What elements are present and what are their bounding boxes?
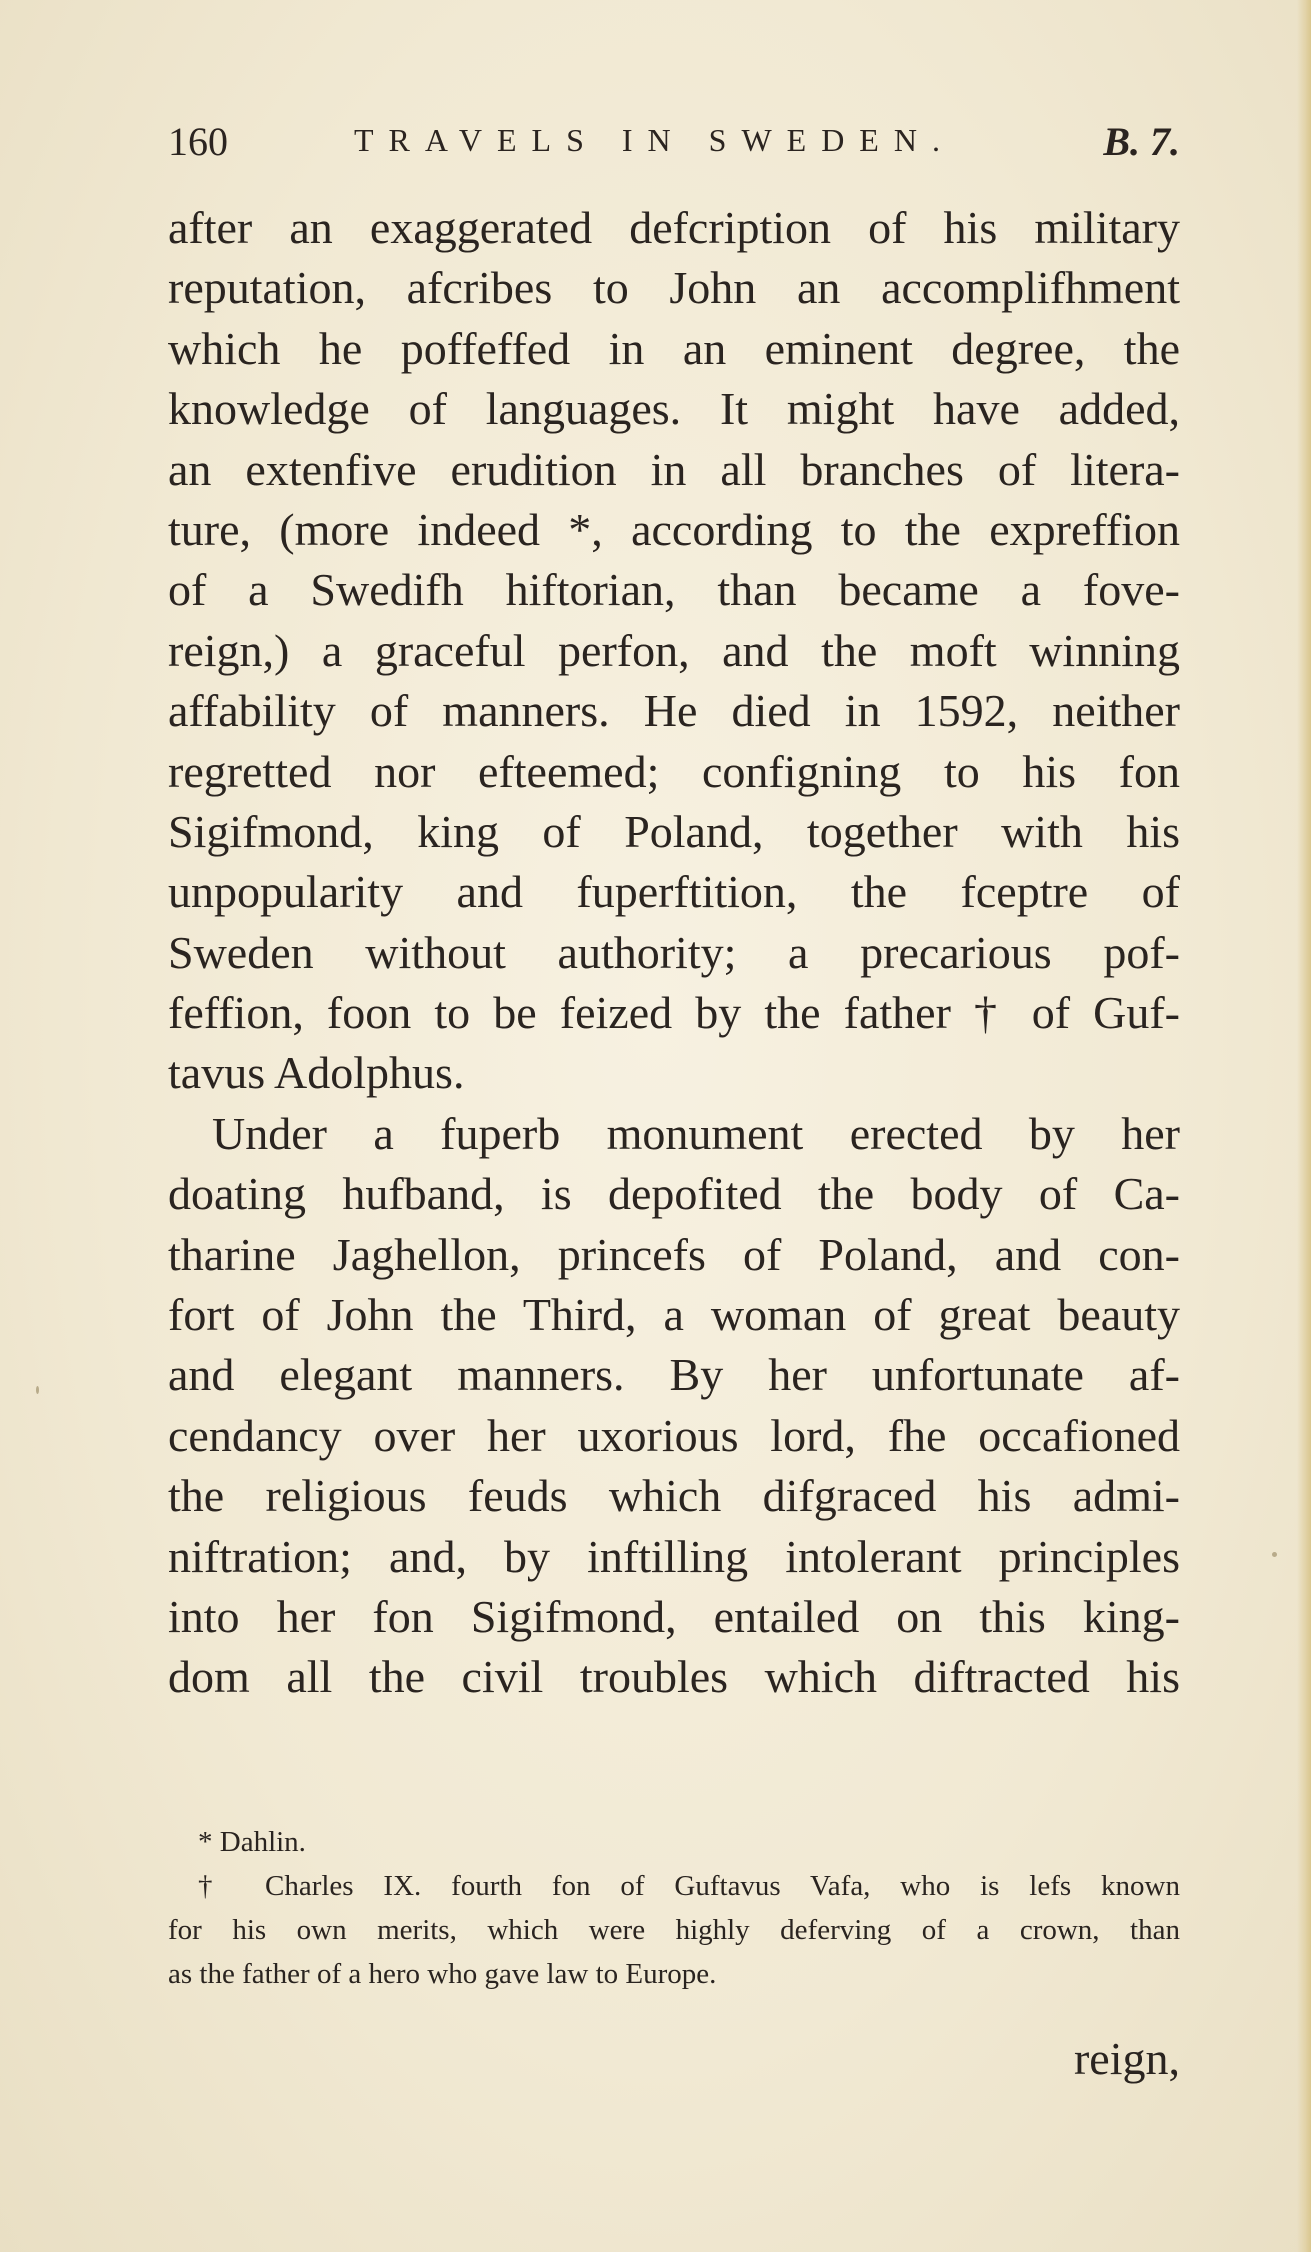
footnote-line: as the father of a hero who gave law to Europe. xyxy=(168,1958,717,1990)
running-head: TRAVELS IN SWEDEN. xyxy=(354,122,955,158)
text-line: doating hufband, is depofited the body of Ca- xyxy=(168,1168,1180,1220)
text-line: knowledge of languages. It might have added, xyxy=(168,383,1180,435)
text-line: after an exaggerated defcription of his military xyxy=(168,202,1180,253)
footnote-line: for his own merits, which were highly deferving of a crown, than xyxy=(168,1914,1180,1946)
text-line: ture, (more indeed *, according to the expreffion xyxy=(168,503,1180,555)
text-line: into her fon Sigifmond, entailed on this king- xyxy=(168,1590,1180,1642)
paper-speck xyxy=(1272,1552,1277,1557)
text-line: and elegant manners. By her unfortunate af- xyxy=(168,1349,1180,1401)
text-line: reputation, afcribes to John an accomplifhment xyxy=(168,262,1180,314)
text-line: which he poffeffed in an eminent degree, the xyxy=(168,322,1180,374)
text-line: fort of John the Third, a woman of great beauty xyxy=(168,1289,1180,1341)
text-line: Under a fuperb monument erected by her xyxy=(212,1107,1180,1159)
catchword: reign, xyxy=(1073,2033,1180,2084)
text-line: the religious feuds which difgraced his admi- xyxy=(168,1470,1180,1522)
text-line: reign,) a graceful perfon, and the moft winning xyxy=(168,624,1180,676)
text-line: tharine Jaghellon, princefs of Poland, and con- xyxy=(168,1228,1180,1280)
text-line: of a Swedifh hiftorian, than became a fove- xyxy=(168,564,1180,616)
text-line: unpopularity and fuperftition, the fceptre of xyxy=(168,866,1180,918)
body-text xyxy=(168,198,1180,1708)
text-line: tavus Adolphus. xyxy=(168,1047,465,1099)
text-line: affability of manners. He died in 1592, neither xyxy=(168,685,1180,737)
text-line: Sweden without authority; a precarious pof- xyxy=(168,926,1180,978)
page-header xyxy=(168,118,1180,168)
page-number: 160 xyxy=(168,119,228,164)
text-line: Sigifmond, king of Poland, together with his xyxy=(168,805,1180,857)
footnotes xyxy=(168,1820,1180,1996)
book-reference: B. 7. xyxy=(1103,119,1180,164)
text-line: cendancy over her uxorious lord, fhe occafioned xyxy=(168,1409,1180,1461)
page-edge xyxy=(1297,0,1311,2252)
text-line: an extenfive erudition in all branches of litera- xyxy=(168,443,1180,495)
text-line: feffion, foon to be feized by the father † of Guf- xyxy=(168,987,1180,1039)
text-line: regretted nor efteemed; configning to his fon xyxy=(168,745,1180,797)
footnote-dahlin: * Dahlin. xyxy=(198,1826,306,1858)
paper-speck xyxy=(36,1386,39,1394)
footnote-line: † Charles IX. fourth fon of Guftavus Vafa, who is lefs known xyxy=(198,1870,1180,1902)
text-line: niftration; and, by inftilling intolerant principles xyxy=(168,1530,1180,1582)
text-line: dom all the civil troubles which diftracted his xyxy=(168,1651,1180,1703)
